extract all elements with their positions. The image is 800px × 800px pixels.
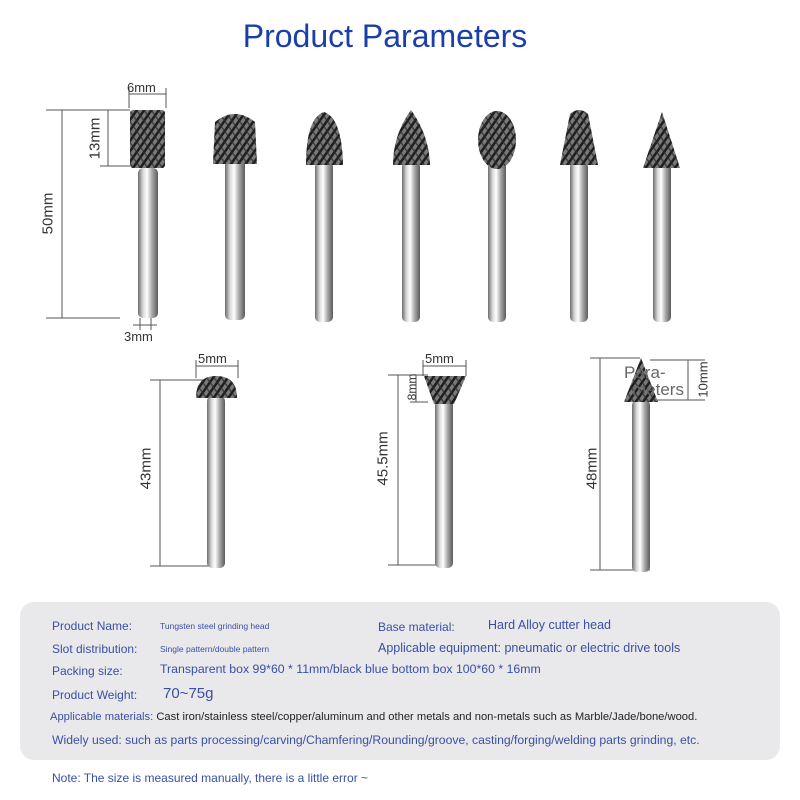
dimension-label: 6mm [127,80,156,95]
dimension-label: 48mm [583,447,601,490]
applicable-materials-value: Cast iron/stainless steel/copper/aluminum and other metals and non-metals such as Marble/Jade/bone/wood. [156,711,698,723]
packing-size-value: Transparent box 99*60 * 11mm/black blue bottom box 100*60 * 16mm [160,662,541,676]
dimension-label: 50mm [39,192,57,235]
product-name-label: Product Name: [52,619,133,633]
dimension-label: 5mm [198,351,227,366]
watermark-text [624,364,684,398]
burr-bit-tree-pointed [560,110,598,322]
widely-used: Widely used: such as parts processing/carving/Chamfering/Rounding/groove, casting/forging/welding parts grinding, etc. [52,733,700,747]
burr-bit-cylinder [130,110,165,318]
slot-distribution-value: Single pattern/double pattern [160,644,270,654]
burr-bit-tree-round [306,112,343,322]
burr-bit-flame [393,110,430,322]
dimension-label: 43mm [137,447,155,490]
watermark-line: meters [632,380,684,399]
burr-bit-cone [643,112,680,322]
dimension-label: 13mm [86,117,104,160]
slot-distribution-label: Slot distribution: [52,642,138,656]
burr-bit-oval-cylinder [213,114,257,320]
base-material-value: Hard Alloy cutter head [488,618,611,632]
applicable-equipment: Applicable equipment: pneumatic or electric drive tools [378,641,681,655]
dimension-label: 10mm [695,361,711,398]
dimension-label: 3mm [124,329,153,344]
burr-bit-oval [478,111,516,322]
product-weight-label: Product Weight: [52,688,138,702]
burr-bit-ball [196,376,237,568]
page-title: Product Parameters [242,18,528,54]
dimension-label: 8mm [405,373,419,401]
measurement-note: Note: The size is measured manually, there is a little error ~ [52,771,369,785]
watermark-line: Para- [624,363,666,382]
packing-size-label: Packing size: [52,664,123,678]
burr-bit-inverted-cone [424,376,466,568]
dimension-label: 45.5mm [374,431,392,486]
dimension-label: 5mm [425,351,454,366]
applicable-materials [50,711,697,723]
product-weight-value: 70~75g [163,685,214,702]
product-name-value: Tungsten steel grinding head [160,621,270,631]
applicable-materials-label: Applicable materials: [50,711,154,723]
base-material-label: Base material: [378,620,455,634]
